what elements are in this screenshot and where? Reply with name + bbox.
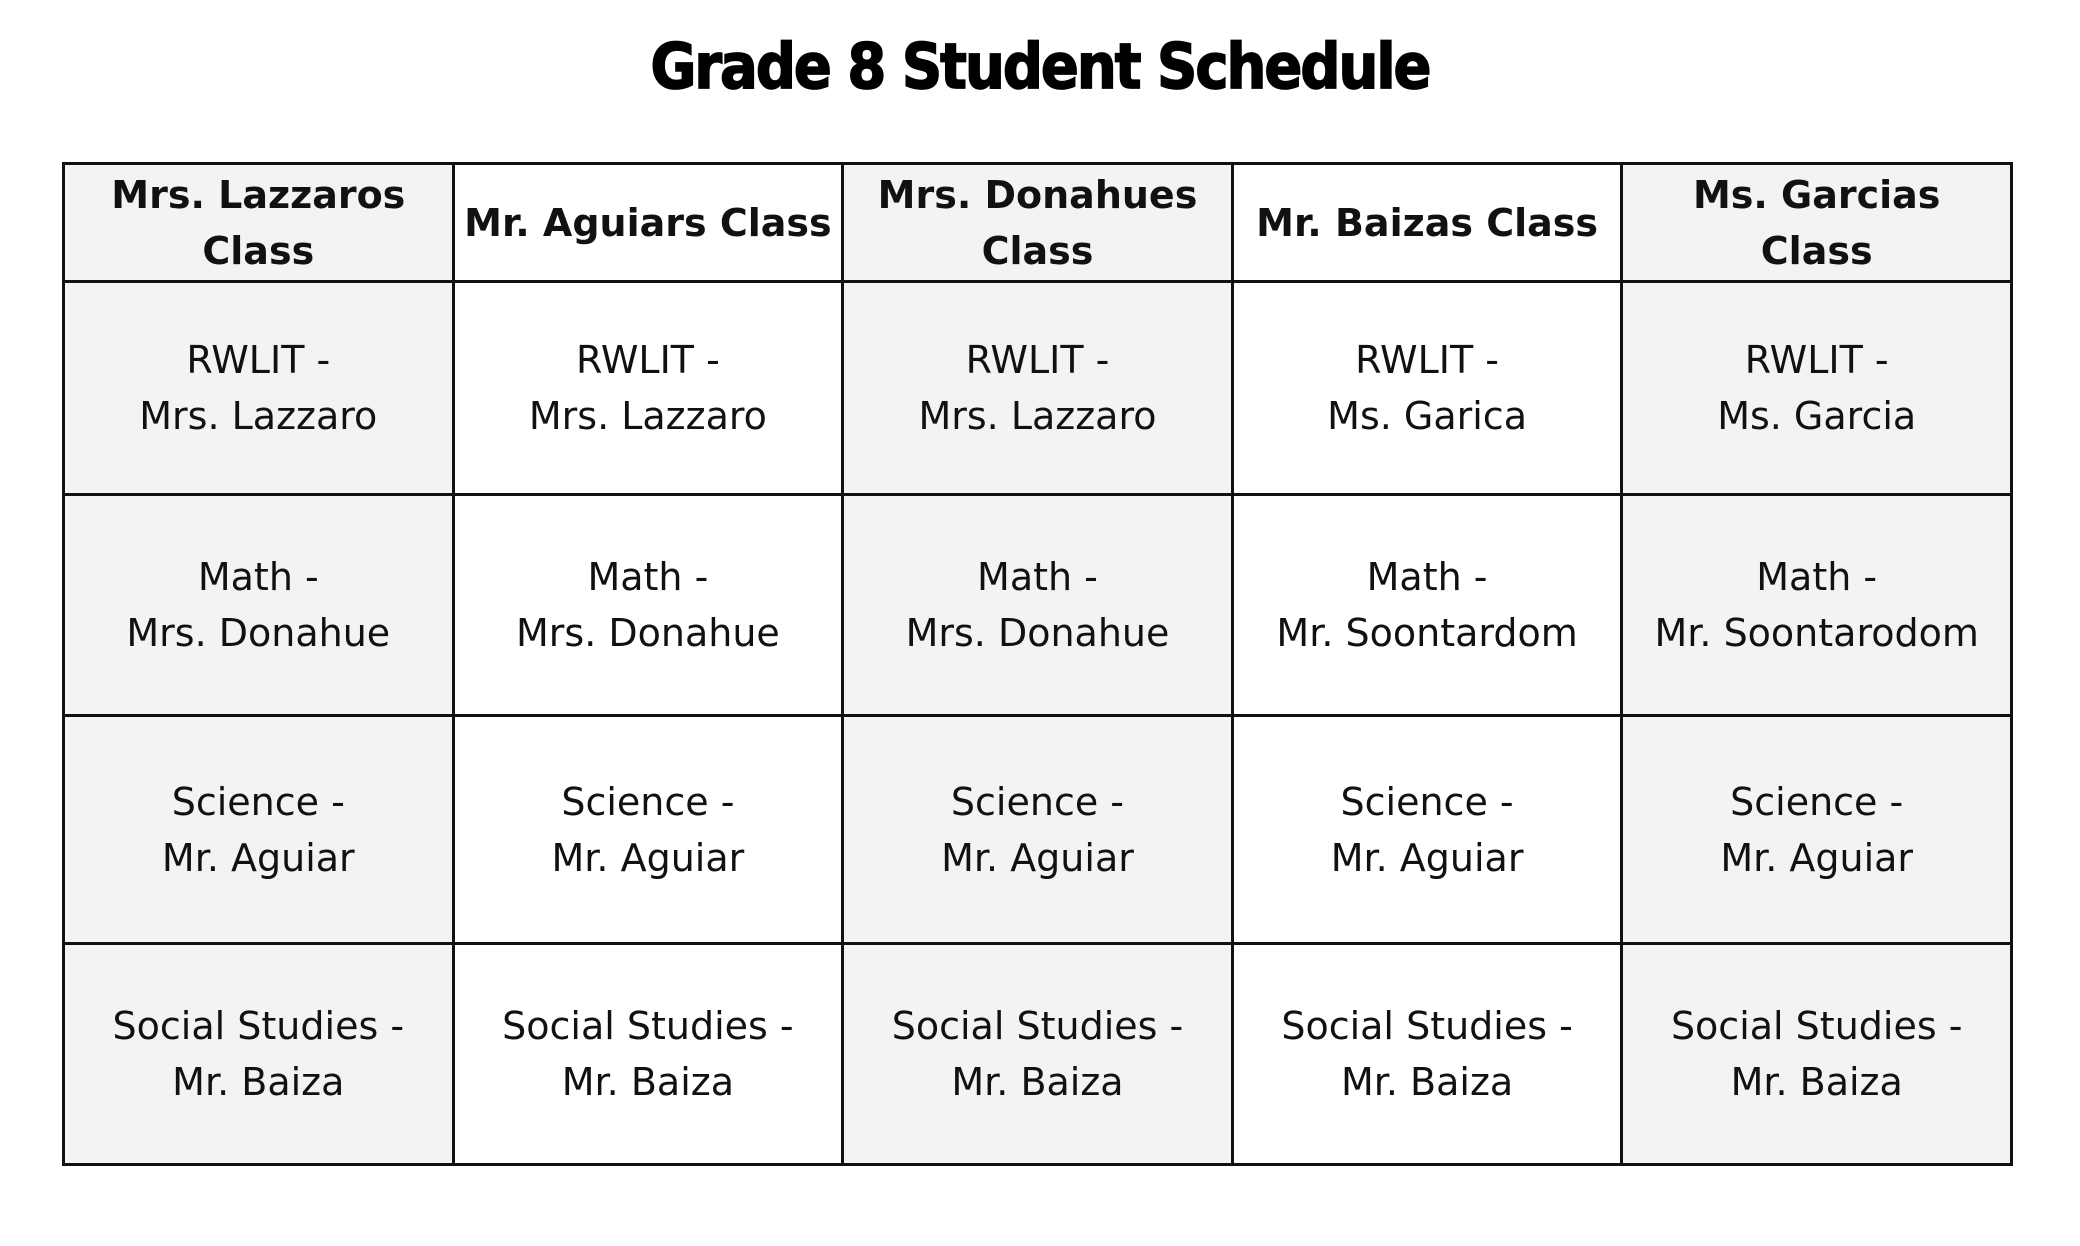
schedule-cell [843, 944, 1233, 1165]
subject-text: Social Studies - [502, 1004, 794, 1048]
header-line: Mr. Baizas Class [1256, 200, 1598, 245]
teacher-text: Mr. Baiza [1340, 1060, 1514, 1104]
teacher-text: Mr. Baiza [172, 1060, 345, 1104]
schedule-cell [64, 716, 454, 944]
subject-text: RWLIT - [1744, 338, 1889, 382]
subject-text: Science - [171, 779, 345, 824]
subject-text: RWLIT - [186, 338, 331, 382]
schedule-cell [453, 282, 843, 495]
page-title: Grade 8 Student Schedule [650, 31, 1430, 104]
schedule-cell [453, 495, 843, 716]
schedule-cell [1622, 944, 2012, 1165]
subject-text: Math - [1366, 555, 1488, 599]
teacher-text: Mr. Aguiar [161, 835, 355, 880]
subject-text: Social Studies - [112, 1004, 405, 1048]
subject-text: Math - [1756, 555, 1878, 599]
subject-text: RWLIT - [575, 338, 720, 382]
header-cell [453, 164, 843, 282]
subject-text: Social Studies - [1670, 1004, 1963, 1048]
teacher-text: Mr. Baiza [951, 1060, 1124, 1104]
subject-text: RWLIT - [1355, 338, 1499, 382]
schedule-table [62, 162, 2013, 1166]
schedule-cell [453, 944, 843, 1165]
teacher-text: Mrs. Lazzaro [918, 394, 1157, 438]
teacher-text: Mrs. Donahue [905, 611, 1170, 655]
subject-text: Science - [1730, 779, 1904, 824]
teacher-text: Mr. Aguiar [1330, 835, 1524, 880]
teacher-text: Mrs. Donahue [515, 611, 780, 655]
subject-text: Social Studies - [1281, 1004, 1573, 1048]
table-row [64, 495, 2012, 716]
header-line: Mrs. Donahues [877, 172, 1198, 217]
teacher-text: Mr. Aguiar [551, 835, 745, 880]
subject-text: Science - [950, 779, 1125, 824]
teacher-text: Mr. Baiza [561, 1060, 734, 1104]
teacher-text: Ms. Garica [1327, 394, 1527, 438]
subject-text: Science - [561, 779, 735, 824]
schedule-cell [64, 495, 454, 716]
schedule-cell [64, 944, 454, 1165]
schedule-cell [453, 716, 843, 944]
teacher-text: Mrs. Lazzaro [139, 394, 378, 438]
header-line: Ms. Garcias Class [1692, 172, 1941, 273]
schedule-cell [1232, 282, 1622, 495]
subject-text: RWLIT - [965, 338, 1110, 382]
header-line: Class [981, 228, 1094, 273]
schedule-cell [1232, 495, 1622, 716]
teacher-text: Mrs. Donahue [126, 611, 391, 655]
schedule-cell [1622, 495, 2012, 716]
teacher-text: Mr. Aguiar [1720, 835, 1914, 880]
schedule-cell [64, 282, 454, 495]
table-row [64, 944, 2012, 1165]
header-cell [64, 164, 454, 282]
teacher-text: Mr. Aguiar [941, 835, 1134, 880]
schedule-cell [843, 495, 1233, 716]
teacher-text: Ms. Garcia [1717, 394, 1917, 438]
subject-text: Social Studies - [891, 1004, 1184, 1048]
header-line: Mrs. Lazzaros [111, 172, 406, 217]
schedule-cell [1232, 716, 1622, 944]
header-line: Class [202, 228, 315, 273]
teacher-text: Mrs. Lazzaro [528, 394, 767, 438]
schedule-cell [1622, 282, 2012, 495]
header-cell [843, 164, 1233, 282]
header-cell [1622, 164, 2012, 282]
subject-text: Math - [587, 555, 709, 599]
teacher-text: Mr. Soontardom [1276, 611, 1578, 655]
schedule-cell [1232, 944, 1622, 1165]
schedule-cell [843, 282, 1233, 495]
table-row [64, 282, 2012, 495]
teacher-text: Mr. Baiza [1730, 1060, 1903, 1104]
schedule-cell [1622, 716, 2012, 944]
subject-text: Math - [197, 555, 319, 599]
header-line: Mr. Aguiars Class [464, 200, 832, 245]
subject-text: Math - [977, 555, 1098, 599]
table-header-row [64, 164, 2012, 282]
subject-text: Science - [1340, 779, 1514, 824]
teacher-text: Mr. Soontarodom [1654, 611, 1979, 655]
header-cell [1232, 164, 1622, 282]
table-row [64, 716, 2012, 944]
schedule-cell [843, 716, 1233, 944]
